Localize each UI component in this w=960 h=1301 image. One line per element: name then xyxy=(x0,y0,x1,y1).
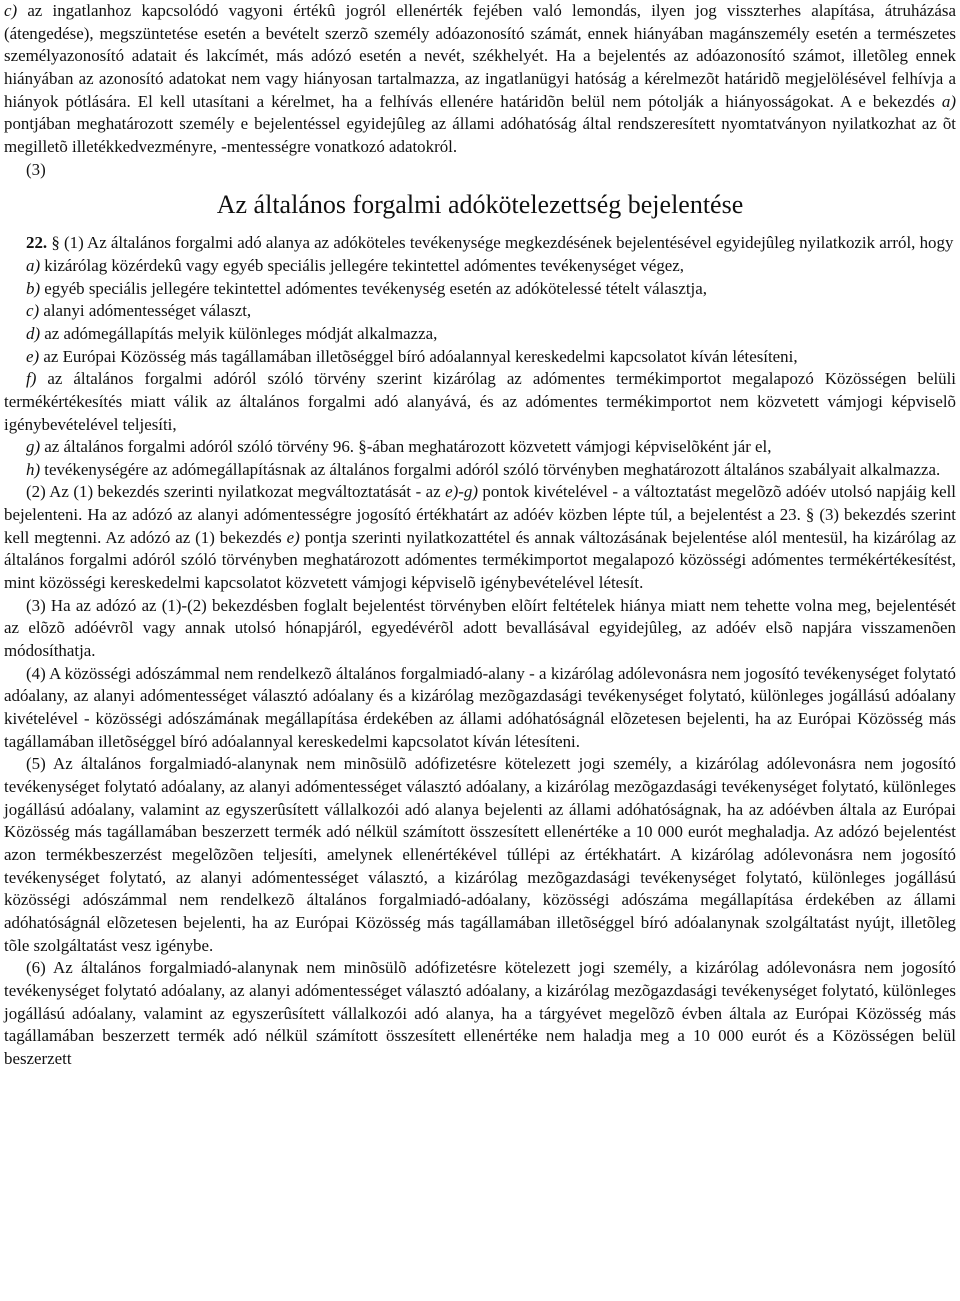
item-mark: d) xyxy=(26,323,41,343)
item-mark: b) xyxy=(26,278,41,298)
paragraph-text: pontjában meghatározott személy e bejelentéssel egyidejûleg az állami adóhatóság által rendszeresített nyomtatványon nyilatkozhat az õt megilletõ illetékkedvezményre, -mentességre vonatkozó adatokról. xyxy=(4,114,956,156)
item-text: az adómegállapítás melyik különleges módját alkalmazza, xyxy=(40,323,438,343)
list-item-d xyxy=(4,323,956,346)
section-22-intro xyxy=(4,232,956,255)
item-text: az általános forgalmi adóról szóló törvény 96. §-ában meghatározott közvetett vámjogi képviselõként jár el, xyxy=(40,437,772,457)
paragraph-text: pontja szerinti nyilatkozattétel és annak változásának bejelentése alól mentesül, ha kizárólag az általános forgalmi adóról szóló törvényben meghatározott adómentes termékimportot megalapozó közösségi adómentes termékértékesítést, mint közösségi kereskedelmi kapcsolatot közvetett vámjogi képviselõ igénybevételével létesít. xyxy=(4,527,956,593)
section-heading: Az általános forgalmi adókötelezettség bejelentése xyxy=(216,190,744,220)
item-list xyxy=(4,255,956,482)
item-text: tevékenységére az adómegállapításnak az általános forgalmi adóról szóló törvényben meghatározott általános szabályait alkalmazza. xyxy=(40,459,941,479)
inline-reference: e)-g) xyxy=(445,482,478,502)
inline-reference: a) xyxy=(941,91,956,111)
paragraph-text: az ingatlanhoz kapcsolódó vagyoni értékû jogról ellenérték fejében való lemondás, ilyen jog visszterhes alapítása, átruházása (átengedése), megszüntetése esetén a bevételt szerzõ személy adóazonosító számát, ennek hiányában magánszemély esetén a természetes személyazonosító adatait és lakcímét, más adózó esetén a nevét, székhelyét. Ha a bejelentés az adóazonosító számot, illetõleg ennek hiányában az azonosító adatokat nem vagy hiányosan tartalmazza, az ingatlanügyi hatóság a kérelmezõt határidõ megjelölésével felhívja a hiányok pótlására. El kell utasítani a kérelmet, ha a felhívás ellenére határidõn belül nem pótolják a hiányosságokat. A e bekezdés xyxy=(4,1,956,111)
item-text: alanyi adómentességet választ, xyxy=(39,301,252,321)
item-mark: g) xyxy=(26,437,41,457)
item-mark: c) xyxy=(4,1,18,20)
list-item-f xyxy=(4,368,956,436)
document-body xyxy=(4,0,956,1071)
list-item-c xyxy=(4,300,956,323)
paragraph-c-continuation xyxy=(4,0,956,159)
list-item-b xyxy=(4,278,956,301)
section-number: 22. xyxy=(26,233,48,253)
item-mark: f) xyxy=(26,369,37,389)
list-item-h xyxy=(4,459,956,482)
item-text: egyéb speciális jellegére tekintettel adómentes tevékenység esetén az adókötelessé tételt választja, xyxy=(40,278,707,298)
item-mark: h) xyxy=(26,459,41,479)
paragraph-6: (6) Az általános forgalmiadó-alanynak nem minõsülõ adófizetésre kötelezett jogi személy, a kizárólag adólevonásra nem jogosító tevékenységet folytató adóalany, az alanyi adómentességet választó adóalany, a kizárólag mezõgazdasági tevékenységet folytató, különleges jogállású adóalany, valamint az egyszerûsített vállalkozói adó alanya, ha a tárgyévet megelõzõ évben általa az Európai Közösség más tagállamában beszerzett termék adó nélkül számított összesített ellenértéke nem haladja meg a 10 000 eurót és a Közösségen belül beszerzett xyxy=(4,958,956,1068)
item-text: kizárólag közérdekû vagy egyéb speciális jellegére tekintettel adómentes tevékenységet végez, xyxy=(40,255,684,275)
paragraph-3-label: (3) xyxy=(26,159,46,179)
item-mark: e) xyxy=(26,346,40,366)
paragraph-text: pontok kivételével - a változtatást megelõzõ adóév utolsó napjáig kell bejelenteni. Ha az adózó az alanyi adómentességre jogosító értékhatárt az adóév közben lépte túl, a bejelentést a 23. § (3) bekezdés szerint kell megtenni. Az adózó az (1) bekezdés xyxy=(4,482,956,547)
paragraph-text: (2) Az (1) bekezdés szerinti nyilatkozat megváltoztatását - az xyxy=(26,482,446,502)
list-item-a xyxy=(4,255,956,278)
paragraph-3: (3) Ha az adózó az (1)-(2) bekezdésben foglalt bejelentést törvényben elõírt feltételek hiánya miatt nem tehette volna meg, bejelentését az elõzõ adóévrõl vagy annak utolsó hónapjáról, egyedévérõl adott bevallásával egyidejûleg, az adóév elsõ napjára visszamenõen módosíthatja. xyxy=(4,595,956,661)
list-item-e xyxy=(4,346,956,369)
item-text: az Európai Közösség más tagállamában illetõséggel bíró adóalannyal kereskedelmi kapcsolatot kíván létesíteni, xyxy=(39,346,798,366)
paragraph-2 xyxy=(4,481,956,594)
inline-reference: e) xyxy=(286,527,300,547)
paragraph-4: (4) A közösségi adószámmal nem rendelkezõ általános forgalmiadó-alany - a kizárólag adólevonásra nem jogosító tevékenységet folytató adóalany, az alanyi adómentességet választó adóalany és a kizárólag mezõgazdasági tevékenységet folytató, különleges jogállású adóalany kivételével - közösségi adószámának megállapítása érdekében az állami adóhatóságnál elõzetesen bejelenti, ha az Európai Közösség más tagállamában illetõséggel bíró adóalannyal kereskedelmi kapcsolatot kíván létesíteni. xyxy=(4,663,956,751)
list-item-g xyxy=(4,436,956,459)
paragraph-text: § (1) Az általános forgalmi adó alanya az adóköteles tevékenysége megkezdésének bejelentésével egyidejûleg nyilatkozik arról, hogy xyxy=(47,233,954,253)
item-mark: a) xyxy=(26,255,41,275)
item-text: az általános forgalmi adóról szóló törvény szerint kizárólag az adómentes termékimportot megalapozó Közösségen belüli termékértékesítés miatt válik az általános forgalmi adó alanyává, és az adómentes termékimportot nem közvetett vámjogi képviselõ igénybevételével teljesíti, xyxy=(4,369,956,434)
item-mark: c) xyxy=(26,301,40,321)
paragraph-5: (5) Az általános forgalmiadó-alanynak nem minõsülõ adófizetésre kötelezett jogi személy, a kizárólag adólevonásra nem jogosító tevékenységet folytató adóalany, az alanyi adómentességet választó adóalany, a kizárólag mezõgazdasági tevékenységet folytató, különleges jogállású adóalany, valamint az egyszerûsített vállalkozói adó alanya bejelenti az állami adóhatóságnak, ha az adóévben általa az Európai Közösség más tagállamában beszerzett termék adó nélkül számított összesített ellenértéke a 10 000 eurót meghaladja. Az adózó bejelentést azon termékbeszerzést megelõzõen teljesíti, amelynek ellenértékével túllépi az értékhatárt. A kizárólag adólevonásra nem jogosító tevékenységet folytató, az alanyi adómentességet választó, a kizárólag mezõgazdasági tevékenységet folytató, különleges jogállású közösségi adószámmal nem rendelkezõ általános forgalmiadó-adóalany, közösségi adószáma megállapítása érdekében az állami adóhatóságnál elõzetesen bejelenti, ha az Európai Közösség más tagállamában illetõséggel bíró adóalanynak szolgáltatást nyújt, illetõleg tõle szolgáltatást vesz igénybe. xyxy=(4,754,956,955)
